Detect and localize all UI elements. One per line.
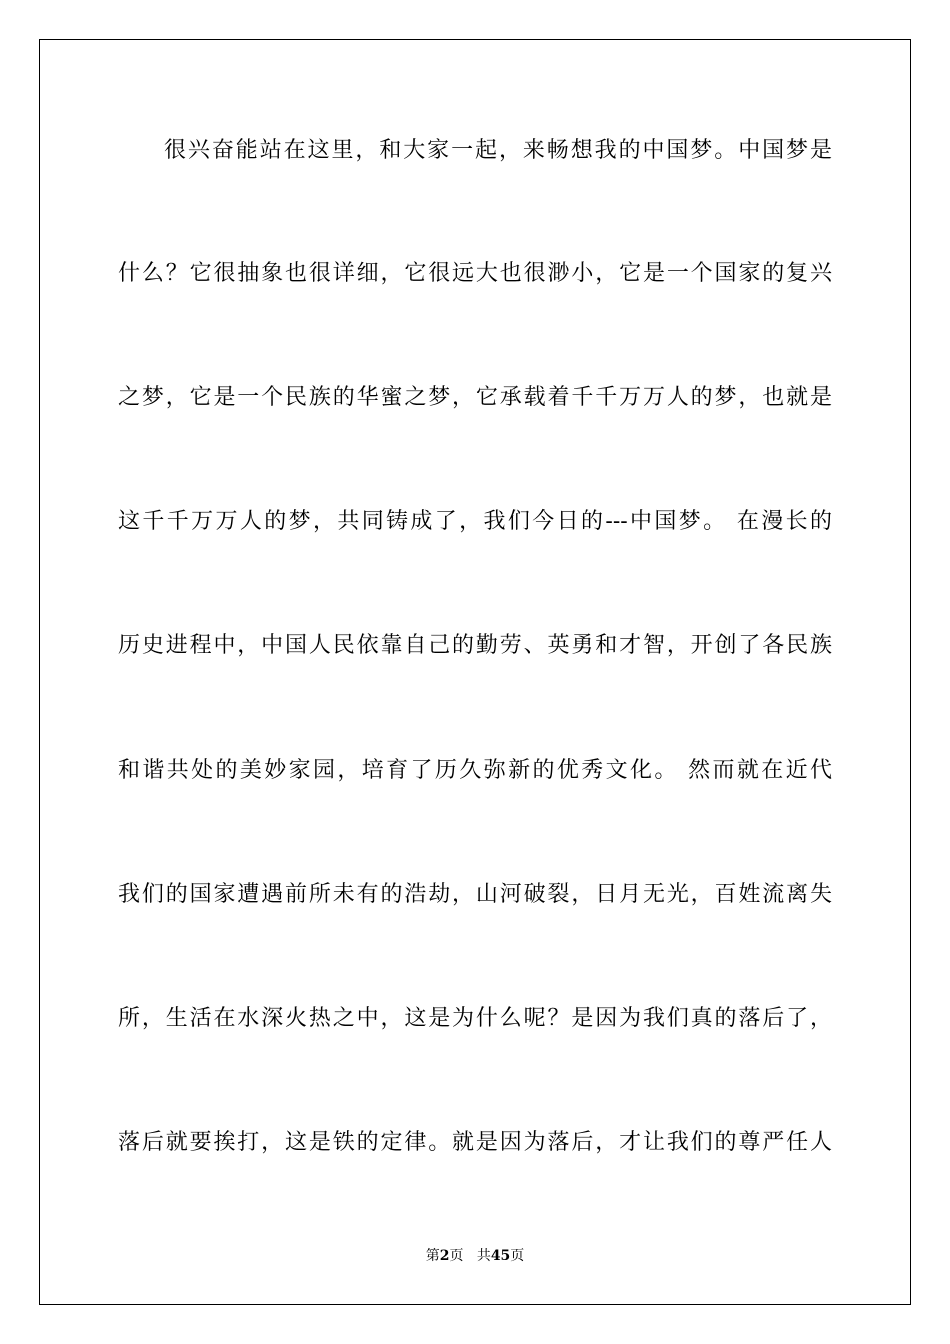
total-pages: 45 (490, 1248, 511, 1264)
text-line: 之梦，它是一个民族的华蜜之梦，它承载着千千万万人的梦，也就是 (118, 385, 832, 410)
page-border (39, 39, 911, 1305)
total-suffix: 页 (510, 1248, 525, 1264)
page-number: 2 (439, 1248, 450, 1264)
text-line: 历史进程中，中国人民依靠自己的勤劳、英勇和才智，开创了各民族 (118, 633, 832, 658)
text-line: 什么？它很抽象也很详细，它很远大也很渺小，它是一个国家的复兴 (118, 261, 832, 286)
page-suffix: 页 (449, 1248, 464, 1264)
text-line: 我们的国家遭遇前所未有的浩劫，山河破裂，日月无光，百姓流离失 (118, 882, 832, 907)
total-prefix: 共 (476, 1248, 491, 1264)
text-line: 所，生活在水深火热之中，这是为什么呢？是因为我们真的落后了， (118, 1006, 832, 1031)
page-prefix: 第 (425, 1248, 440, 1264)
page-footer (0, 1246, 950, 1266)
text-line: 很兴奋能站在这里，和大家一起，来畅想我的中国梦。中国梦是 (164, 138, 832, 163)
text-line: 落后就要挨打，这是铁的定律。就是因为落后，才让我们的尊严任人 (118, 1130, 832, 1155)
text-line: 和谐共处的美妙家园，培育了历久弥新的优秀文化。 然而就在近代 (118, 758, 832, 783)
text-line: 这千千万万人的梦，共同铸成了，我们今日的---中国梦。 在漫长的 (118, 509, 832, 534)
